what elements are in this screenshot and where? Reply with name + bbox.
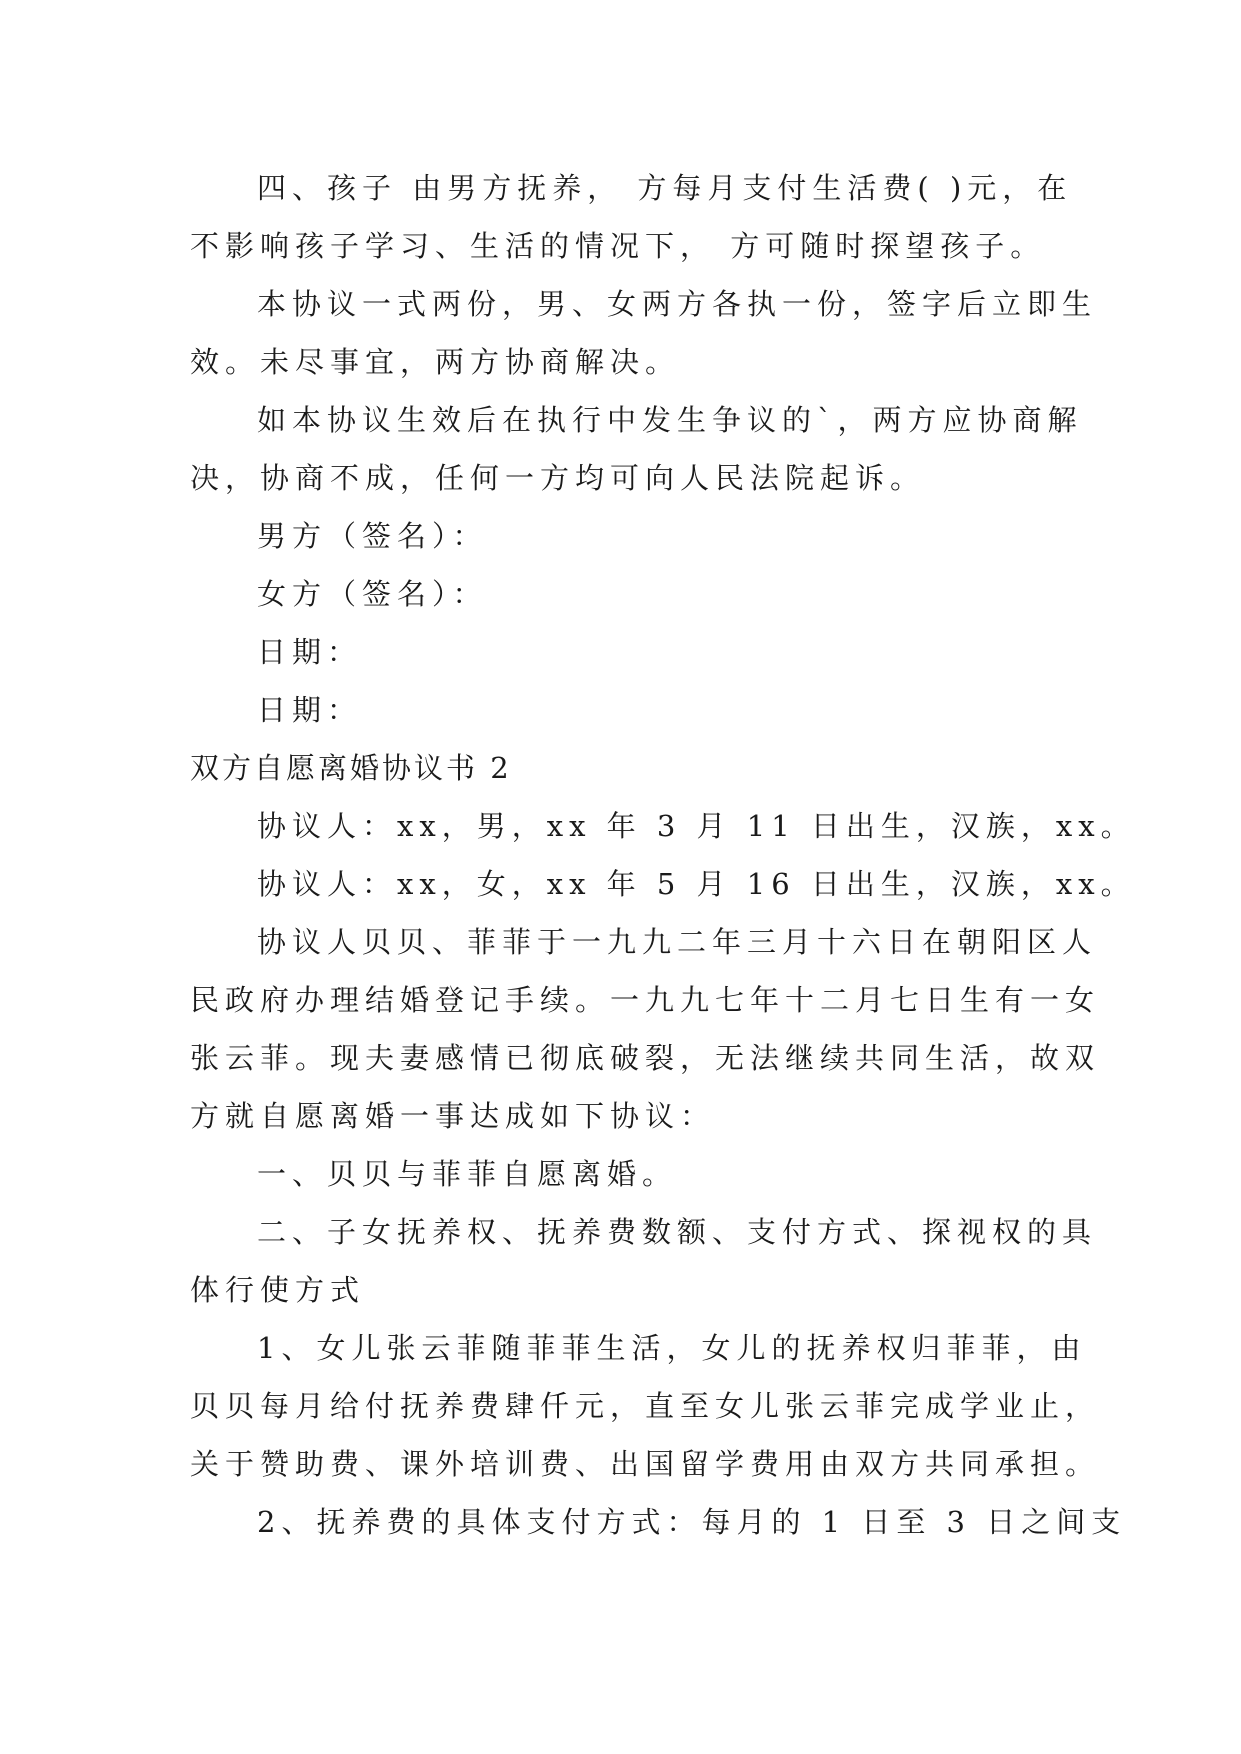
paragraph-line: 四、孩子 由男方抚养， 方每月支付生活费( )元，在: [257, 171, 1073, 205]
paragraph-line: 协议人贝贝、菲菲于一九九二年三月十六日在朝阳区人: [257, 925, 1098, 959]
paragraph-line: 本协议一式两份，男、女两方各执一份，签字后立即生: [257, 287, 1098, 321]
paragraph-line: 张云菲。现夫妻感情已彻底破裂，无法继续共同生活，故双: [190, 1041, 1101, 1075]
paragraph-line: 体行使方式: [190, 1273, 366, 1307]
clause-line: 一、贝贝与菲菲自愿离婚。: [257, 1157, 678, 1191]
party-line: 协议人：xx，男，xx 年 3 月 11 日出生，汉族，xx。: [257, 809, 1136, 843]
paragraph-line: 关于赞助费、课外培训费、出国留学费用由双方共同承担。: [190, 1447, 1101, 1481]
paragraph-line: 民政府办理结婚登记手续。一九九七年十二月七日生有一女: [190, 983, 1101, 1017]
clause-line: 二、子女抚养权、抚养费数额、支付方式、探视权的具: [257, 1215, 1098, 1249]
party-line: 协议人：xx，女，xx 年 5 月 16 日出生，汉族，xx。: [257, 867, 1136, 901]
clause-line: 1、女儿张云菲随菲菲生活，女儿的抚养权归菲菲，由: [257, 1331, 1087, 1365]
paragraph-line: 如本协议生效后在执行中发生争议的`，两方应协商解: [257, 403, 1083, 437]
paragraph-line: 方就自愿离婚一事达成如下协议：: [190, 1099, 716, 1133]
male-signature-line: 男方（签名）：: [257, 519, 488, 553]
paragraph-line: 不影响孩子学习、生活的情况下， 方可随时探望孩子。: [190, 229, 1046, 263]
paragraph-line: 决，协商不成，任何一方均可向人民法院起诉。: [190, 461, 926, 495]
paragraph-line: 效。未尽事宜，两方协商解决。: [190, 345, 681, 379]
female-signature-line: 女方（签名）：: [257, 577, 488, 611]
date-line: 日期：: [257, 635, 363, 669]
date-line: 日期：: [257, 693, 363, 727]
paragraph-line: 贝贝每月给付抚养费肆仟元，直至女儿张云菲完成学业止，: [190, 1389, 1101, 1423]
section-heading: 双方自愿离婚协议书 2: [190, 751, 512, 785]
clause-line: 2、抚养费的具体支付方式：每月的 1 日至 3 日之间支: [257, 1505, 1127, 1539]
